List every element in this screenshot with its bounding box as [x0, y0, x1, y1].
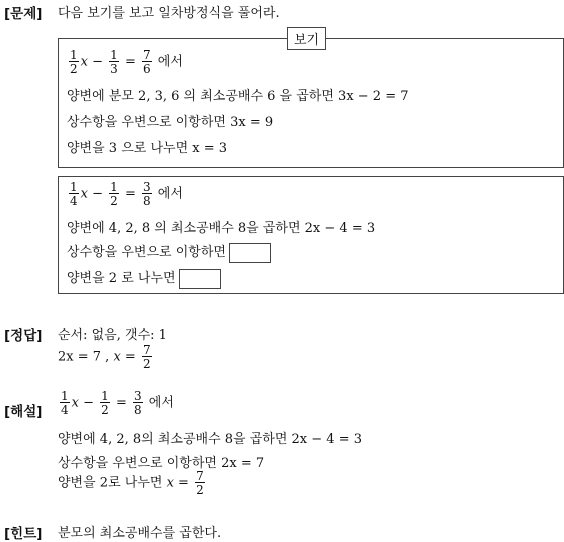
explanation-line-3: 상수항을 우변으로 이항하면 2x = 7 — [58, 456, 265, 471]
fraction: $\frac{1}{2}$ — [110, 180, 118, 208]
fraction: $\frac{3}{8}$ — [143, 180, 151, 208]
example-line-4: 양변을 3 으로 나누면 x = 3 — [67, 141, 228, 156]
answer-tag: [정답] — [4, 328, 43, 344]
fraction: $\frac{1}{4}$ — [61, 389, 69, 417]
question-equation: $\frac{1}{4}$ x − $\frac{1}{2}$ = $\frac{3}{8}$ 에서 — [70, 180, 183, 208]
question-line-4: 양변을 2 로 나누면 — [67, 267, 221, 289]
fraction: $\frac{7}{2}$ — [196, 469, 204, 497]
example-equation: $\frac{1}{2}$ x − $\frac{1}{3}$ = $\frac{7}{6}$ 에서 — [70, 48, 183, 76]
example-line-3: 상수항을 우변으로 이항하면 3x = 9 — [67, 115, 274, 130]
fraction: $\frac{1}{2}$ — [70, 48, 78, 76]
problem-tag: [문제] — [4, 6, 43, 22]
explanation-equation: $\frac{1}{4}$ x − $\frac{1}{2}$ = $\frac{3}{8}$ 에서 — [61, 389, 174, 417]
explanation-line-4: 양변을 2로 나누면 x = $\frac{7}{2}$ — [58, 469, 204, 497]
answer-blank-2[interactable] — [179, 269, 221, 289]
hint-tag: [힌트] — [4, 526, 43, 542]
explanation-tag: [해설] — [4, 404, 43, 420]
answer-blank-1[interactable] — [229, 243, 271, 263]
example-box-label: 보기 — [287, 27, 326, 50]
example-box — [58, 33, 564, 168]
answer-equation: 2x = 7 , x = $\frac{7}{2}$ — [58, 343, 151, 371]
fraction: $\frac{7}{6}$ — [143, 48, 151, 76]
fraction: $\frac{3}{8}$ — [134, 389, 142, 417]
question-box — [58, 176, 564, 294]
hint-text: 분모의 최소공배수를 곱한다. — [58, 526, 222, 541]
fraction: $\frac{1}{4}$ — [70, 180, 78, 208]
problem-instruction: 다음 보기를 보고 일차방정식을 풀어라. — [58, 6, 280, 21]
answer-order-line: 순서: 없음, 갯수: 1 — [58, 328, 167, 343]
question-line-2: 양변에 4, 2, 8 의 최소공배수 8을 곱하면 2x − 4 = 3 — [67, 221, 376, 236]
fraction: $\frac{7}{2}$ — [142, 343, 151, 371]
question-line-3: 상수항을 우변으로 이항하면 — [67, 241, 271, 263]
explanation-line-2: 양변에 4, 2, 8의 최소공배수 8을 곱하면 2x − 4 = 3 — [58, 432, 362, 447]
fraction: $\frac{1}{2}$ — [101, 389, 109, 417]
fraction: $\frac{1}{3}$ — [110, 48, 118, 76]
example-line-2: 양변에 분모 2, 3, 6 의 최소공배수 6 을 곱하면 3x − 2 = 7 — [67, 89, 409, 104]
